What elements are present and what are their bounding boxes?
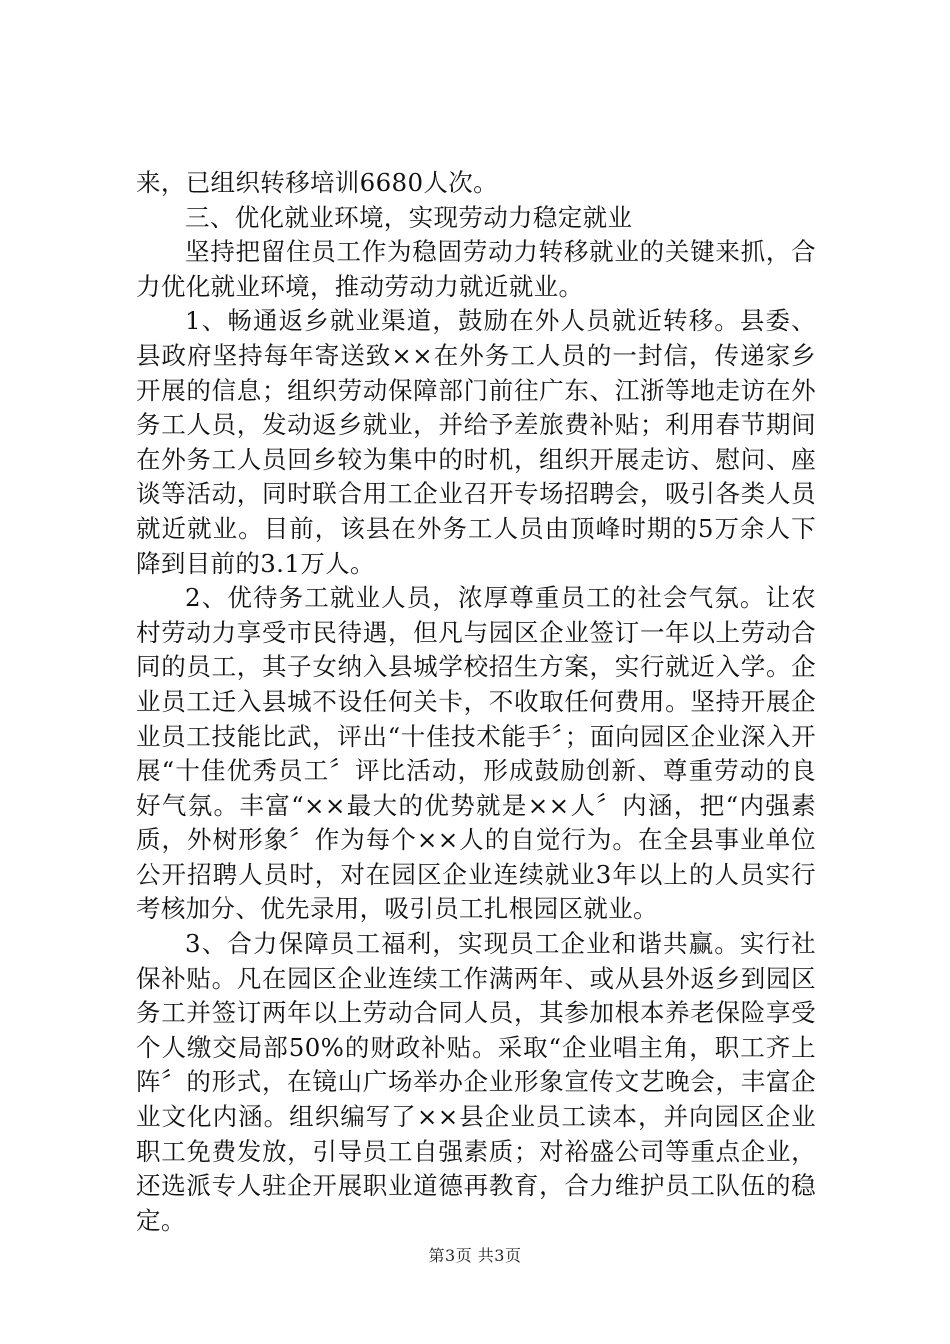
page-footer: 第3页 共3页 bbox=[428, 1246, 522, 1265]
paragraph-item-2: 2、优待务工就业人员，浓厚尊重员工的社会气氛。让农村劳动力享受市民待遇，但凡与园区企业签订一年以上劳动合同的员工，其子女纳入县城学校招生方案，实行就近入学。企业员工迁入县城不设任何关卡，不收取任何费用。坚持开展企业员工技能比武，评出“十佳技术能手〞；面向园区企业深入开展“十佳优秀员工〞评比活动，形成鼓励创新、尊重劳动的良好气氛。丰富“××最大的优势就是××人〞内涵，把“内强素质，外树形象〞作为每个××人的自觉行为。在全县事业单位公开招聘人员时，对在园区企业连续就业3年以上的人员实行考核加分、优先录用，吸引员工扎根园区就业。 bbox=[136, 583, 816, 924]
paragraph-continuation: 来，已组织转移培训6680人次。 bbox=[136, 168, 498, 197]
paragraph-item-3: 3、合力保障员工福利，实现员工企业和谐共赢。实行社保补贴。凡在园区企业连续工作满两年、或从县外返乡到园区务工并签订两年以上劳动合同人员，其参加根本养老保险享受个人缴交局部50%的财政补贴。采取“企业唱主角，职工齐上阵〞的形式，在镜山广场举办企业形象宣传文艺晚会，丰富企业文化内涵。组织编写了××县企业员工读本，并向园区企业职工免费发放，引导员工自强素质；对裕盛公司等重点企业，还选派专人驻企开展职业道德再教育，合力维护员工队伍的稳定。 bbox=[136, 929, 816, 1235]
document-body bbox=[136, 166, 816, 1238]
paragraph-intro: 坚持把留住员工作为稳固劳动力转移就业的关键来抓，合力优化就业环境，推动劳动力就近就业。 bbox=[136, 237, 816, 301]
section-heading: 三、优化就业环境，实现劳动力稳定就业 bbox=[185, 202, 633, 232]
paragraph-item-1: 1、畅通返乡就业渠道，鼓励在外人员就近转移。县委、县政府坚持每年寄送致××在外务工人员的一封信，传递家乡开展的信息；组织劳动保障部门前往广东、江浙等地走访在外务工人员，发动返乡就业，并给予差旅费补贴；利用春节期间在外务工人员回乡较为集中的时机，组织开展走访、慰问、座谈等活动，同时联合用工企业召开专场招聘会，吸引各类人员就近就业。目前，该县在外务工人员由顶峰时期的5万余人下降到目前的3.1万人。 bbox=[136, 306, 816, 578]
